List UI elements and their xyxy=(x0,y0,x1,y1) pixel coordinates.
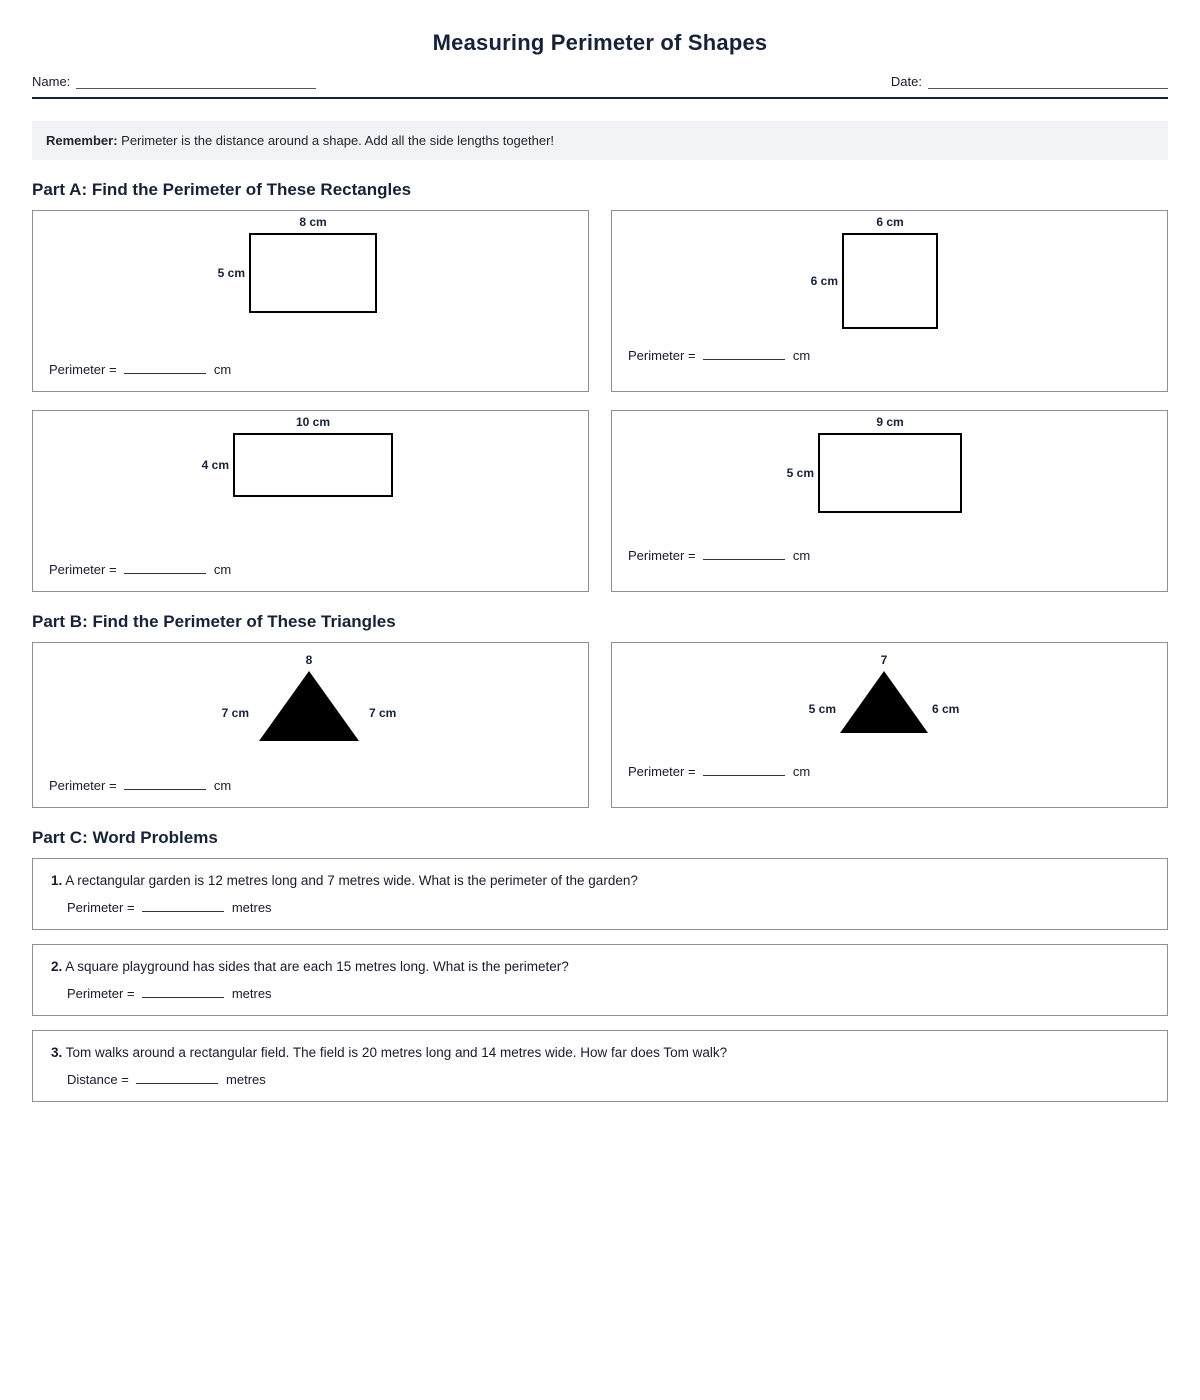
word-problem-question xyxy=(51,873,1149,888)
name-label: Name: xyxy=(32,74,71,89)
answer-line xyxy=(51,898,1149,915)
tri-left-label: 7 cm xyxy=(221,706,249,720)
answer-label: Perimeter = xyxy=(628,548,696,563)
answer-line xyxy=(51,984,1149,1001)
rect-side-label: 4 cm xyxy=(201,458,229,472)
tri-right-label: 7 cm xyxy=(369,706,397,720)
remember-text: Perimeter is the distance around a shape. Add all the side lengths together! xyxy=(117,133,555,148)
word-problem-question xyxy=(51,1045,1149,1060)
answer-blank[interactable] xyxy=(142,984,224,998)
remember-prefix: Remember: xyxy=(46,133,118,148)
answer-blank[interactable] xyxy=(142,898,224,912)
answer-blank[interactable] xyxy=(124,776,206,790)
word-problem-3 xyxy=(32,1030,1168,1102)
answer-line xyxy=(33,776,231,793)
remember-callout xyxy=(32,121,1168,160)
rect-top-label: 8 cm xyxy=(299,215,327,229)
answer-blank[interactable] xyxy=(703,346,785,360)
answer-unit: metres xyxy=(226,1072,266,1087)
rectangle-shape xyxy=(842,233,938,329)
rect-top-label: 10 cm xyxy=(295,415,331,429)
word-problem-question xyxy=(51,959,1149,974)
rectangle-problem-1 xyxy=(32,210,589,392)
answer-line xyxy=(612,762,810,779)
triangle-problem-1 xyxy=(32,642,589,808)
rectangle-shape-wrap xyxy=(217,215,377,313)
answer-unit: cm xyxy=(213,562,232,577)
shape-area xyxy=(612,211,1167,331)
rectangle-shape-wrap xyxy=(201,415,393,497)
answer-line xyxy=(33,560,231,577)
part-b-grid xyxy=(32,642,1168,808)
part-a-title: Part A: Find the Perimeter of These Rectangles xyxy=(32,180,412,199)
answer-line xyxy=(33,360,231,377)
answer-label: Perimeter = xyxy=(628,764,696,779)
answer-label: Perimeter = xyxy=(49,362,117,377)
question-text: A square playground has sides that are each 15 metres long. What is the perimeter? xyxy=(65,959,569,974)
answer-blank[interactable] xyxy=(136,1070,218,1084)
question-number: 1. xyxy=(51,873,63,888)
answer-line xyxy=(612,346,810,363)
rectangle-shape-wrap xyxy=(810,215,938,329)
answer-line xyxy=(51,1070,1149,1087)
triangle-shape-wrap xyxy=(808,653,960,733)
tri-right-label: 6 cm xyxy=(932,702,960,716)
triangle-problem-2 xyxy=(611,642,1168,808)
answer-unit: cm xyxy=(213,362,232,377)
answer-label: Distance = xyxy=(67,1072,129,1087)
rectangle-shape-wrap xyxy=(786,415,962,513)
question-text: A rectangular garden is 12 metres long and 7 metres wide. What is the perimeter of the garden? xyxy=(65,873,638,888)
name-field-group xyxy=(32,74,316,89)
rectangle-shape xyxy=(818,433,962,513)
answer-blank[interactable] xyxy=(703,762,785,776)
shape-area xyxy=(33,643,588,763)
answer-blank[interactable] xyxy=(703,546,785,560)
date-field-group xyxy=(891,74,1168,89)
rect-side-label: 5 cm xyxy=(786,466,814,480)
answer-label: Perimeter = xyxy=(49,562,117,577)
name-date-row xyxy=(32,74,1168,99)
answer-line xyxy=(612,546,810,563)
rectangle-shape xyxy=(233,433,393,497)
rect-top-label: 6 cm xyxy=(876,215,904,229)
shape-area xyxy=(612,411,1167,531)
rectangle-problem-3 xyxy=(32,410,589,592)
answer-label: Perimeter = xyxy=(67,986,135,1001)
tri-top-label: 7 xyxy=(880,653,888,667)
triangle-shape-wrap xyxy=(221,653,397,741)
part-b-title: Part B: Find the Perimeter of These Triangles xyxy=(32,612,396,631)
rectangle-problem-4 xyxy=(611,410,1168,592)
rect-top-label: 9 cm xyxy=(876,415,904,429)
answer-unit: cm xyxy=(792,764,811,779)
shape-area xyxy=(33,411,588,531)
question-number: 2. xyxy=(51,959,63,974)
answer-unit: cm xyxy=(792,348,811,363)
rect-side-label: 5 cm xyxy=(217,266,245,280)
date-label: Date: xyxy=(890,74,922,89)
answer-unit: cm xyxy=(213,778,232,793)
answer-label: Perimeter = xyxy=(67,900,135,915)
answer-unit: metres xyxy=(231,900,272,915)
page-title: Measuring Perimeter of Shapes xyxy=(432,30,768,55)
question-number: 3. xyxy=(51,1045,63,1060)
date-input-line[interactable] xyxy=(928,74,1168,89)
answer-label: Perimeter = xyxy=(49,778,117,793)
answer-unit: cm xyxy=(792,548,811,563)
answer-blank[interactable] xyxy=(124,360,206,374)
answer-unit: metres xyxy=(231,986,272,1001)
name-input-line[interactable] xyxy=(76,74,316,89)
word-problem-2 xyxy=(32,944,1168,1016)
part-c-list xyxy=(32,858,1168,1102)
shape-area xyxy=(33,211,588,331)
tri-top-label: 8 xyxy=(305,653,313,667)
rectangle-problem-2 xyxy=(611,210,1168,392)
shape-area xyxy=(612,643,1167,763)
rectangle-shape xyxy=(249,233,377,313)
part-a-grid xyxy=(32,210,1168,592)
part-c-title: Part C: Word Problems xyxy=(32,828,218,847)
question-text: Tom walks around a rectangular field. The field is 20 metres long and 14 metres wide. How far does Tom walk? xyxy=(65,1045,728,1060)
answer-label: Perimeter = xyxy=(628,348,696,363)
triangle-shape xyxy=(259,671,359,741)
answer-blank[interactable] xyxy=(124,560,206,574)
rect-side-label: 6 cm xyxy=(810,274,838,288)
tri-left-label: 5 cm xyxy=(808,702,836,716)
word-problem-1 xyxy=(32,858,1168,930)
triangle-shape xyxy=(840,671,928,733)
